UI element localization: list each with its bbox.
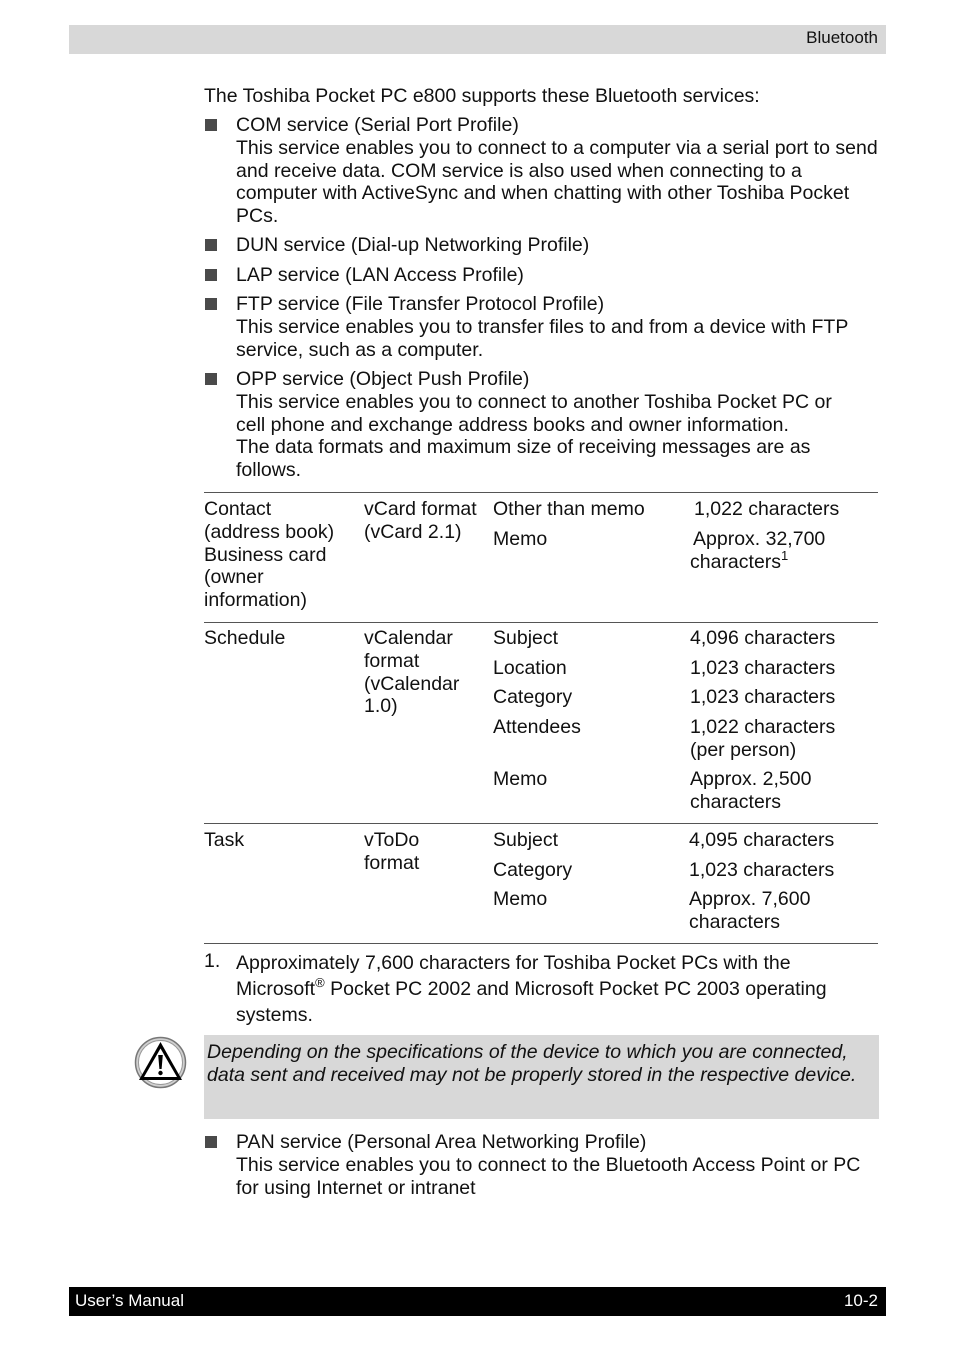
service-pan [236, 1131, 871, 1199]
table-size-cell: 1,022 characters (per person) [690, 716, 836, 761]
service-title: PAN service (Personal Area Networking Profile) [236, 1131, 647, 1153]
table-type-cell: Task [204, 829, 245, 851]
table-size-cell: 1,023 characters [690, 686, 836, 708]
service-title: COM service (Serial Port Profile) [236, 114, 519, 136]
service-title: FTP service (File Transfer Protocol Profile) [236, 293, 605, 315]
table-field-cell: Attendees [493, 716, 581, 738]
service-title: OPP service (Object Push Profile) [236, 368, 530, 390]
service-dun [236, 234, 881, 257]
table-format-cell: vCalendar format (vCalendar 1.0) [364, 627, 460, 718]
table-size-cell: 1,022 characters [694, 498, 840, 520]
table-rule [204, 823, 878, 824]
service-title: LAP service (LAN Access Profile) [236, 264, 524, 286]
footnote-text-b: Pocket PC 2002 and Microsoft Pocket PC 2003 operating systems. [236, 978, 827, 1026]
service-lap [236, 264, 881, 287]
footnote-text [236, 950, 876, 1028]
service-description-2: The data formats and maximum size of receiving messages are as follows. [236, 436, 811, 482]
running-footer [69, 1287, 886, 1316]
table-format-cell: vToDo format [364, 829, 420, 874]
bullet-marker [205, 119, 217, 131]
warning-triangle-icon [134, 1036, 187, 1089]
table-field-cell: Category [493, 686, 573, 708]
service-description: This service enables you to transfer files to and from a device with FTP service, such as a computer. [236, 315, 848, 361]
table-size-cell: 4,095 characters [689, 829, 835, 851]
table-rule [204, 943, 878, 944]
footnote-ref: 1 [781, 547, 789, 563]
bullet-marker [205, 373, 217, 385]
running-header [69, 25, 886, 54]
table-type-cell: Contact (address book) Business card (owner information) [204, 498, 335, 612]
service-opp [236, 368, 866, 482]
footnote-number: 1. [204, 950, 221, 972]
bullet-marker [205, 298, 217, 310]
caution-text: Depending on the specifications of the device to which you are connected, data sent and received may not be properly stored in the respective device. [207, 1041, 857, 1086]
table-type-cell: Schedule [204, 627, 286, 649]
table-field-cell: Other than memo [493, 498, 645, 520]
table-size-cell: 1,023 characters [689, 859, 835, 881]
service-description: This service enables you to connect to another Toshiba Pocket PC or cell phone and exchange address books and owner information. [236, 390, 832, 436]
caution-note [204, 1035, 879, 1119]
bullet-marker [205, 269, 217, 281]
table-size-cell: 4,096 characters [690, 627, 836, 649]
bullet-marker [205, 1136, 217, 1148]
service-ftp [236, 293, 881, 361]
table-size-cell [690, 528, 840, 574]
table-field-cell: Location [493, 657, 567, 679]
service-com [236, 114, 881, 228]
registered-mark: ® [315, 975, 325, 990]
table-size-cell: 1,023 characters [690, 657, 836, 679]
table-size-cell: Approx. 2,500 characters [690, 768, 812, 813]
section-title: Bluetooth [806, 28, 878, 47]
service-description: This service enables you to connect to the Bluetooth Access Point or PC for using Internet or intranet [236, 1153, 861, 1199]
table-format-cell: vCard format (vCard 2.1) [364, 498, 477, 543]
table-field-cell: Subject [493, 627, 559, 649]
table-field-cell: Memo [493, 528, 548, 550]
table-field-cell: Memo [493, 768, 548, 790]
table-field-cell: Subject [493, 829, 559, 851]
footnote-text-a: Approximately 7,600 characters for Toshiba Pocket PCs with the Microsoft [236, 952, 791, 1000]
bullet-marker [205, 239, 217, 251]
table-size-text: Approx. 32,700 characters [690, 528, 826, 573]
service-description: This service enables you to connect to a computer via a serial port to send and receive data. COM service is also used when connecting to a computer with ActiveSync and when chatting with other Toshiba Pocket PCs. [236, 136, 878, 228]
manual-title: User’s Manual [75, 1291, 184, 1310]
table-field-cell: Category [493, 859, 573, 881]
page-number: 10-2 [843, 1291, 878, 1310]
table-rule [204, 622, 878, 623]
service-title: DUN service (Dial-up Networking Profile) [236, 234, 590, 256]
table-field-cell: Memo [493, 888, 548, 910]
table-size-cell: Approx. 7,600 characters [689, 888, 811, 933]
table-rule [204, 492, 878, 493]
intro-text: The Toshiba Pocket PC e800 supports these Bluetooth services: [204, 85, 760, 107]
